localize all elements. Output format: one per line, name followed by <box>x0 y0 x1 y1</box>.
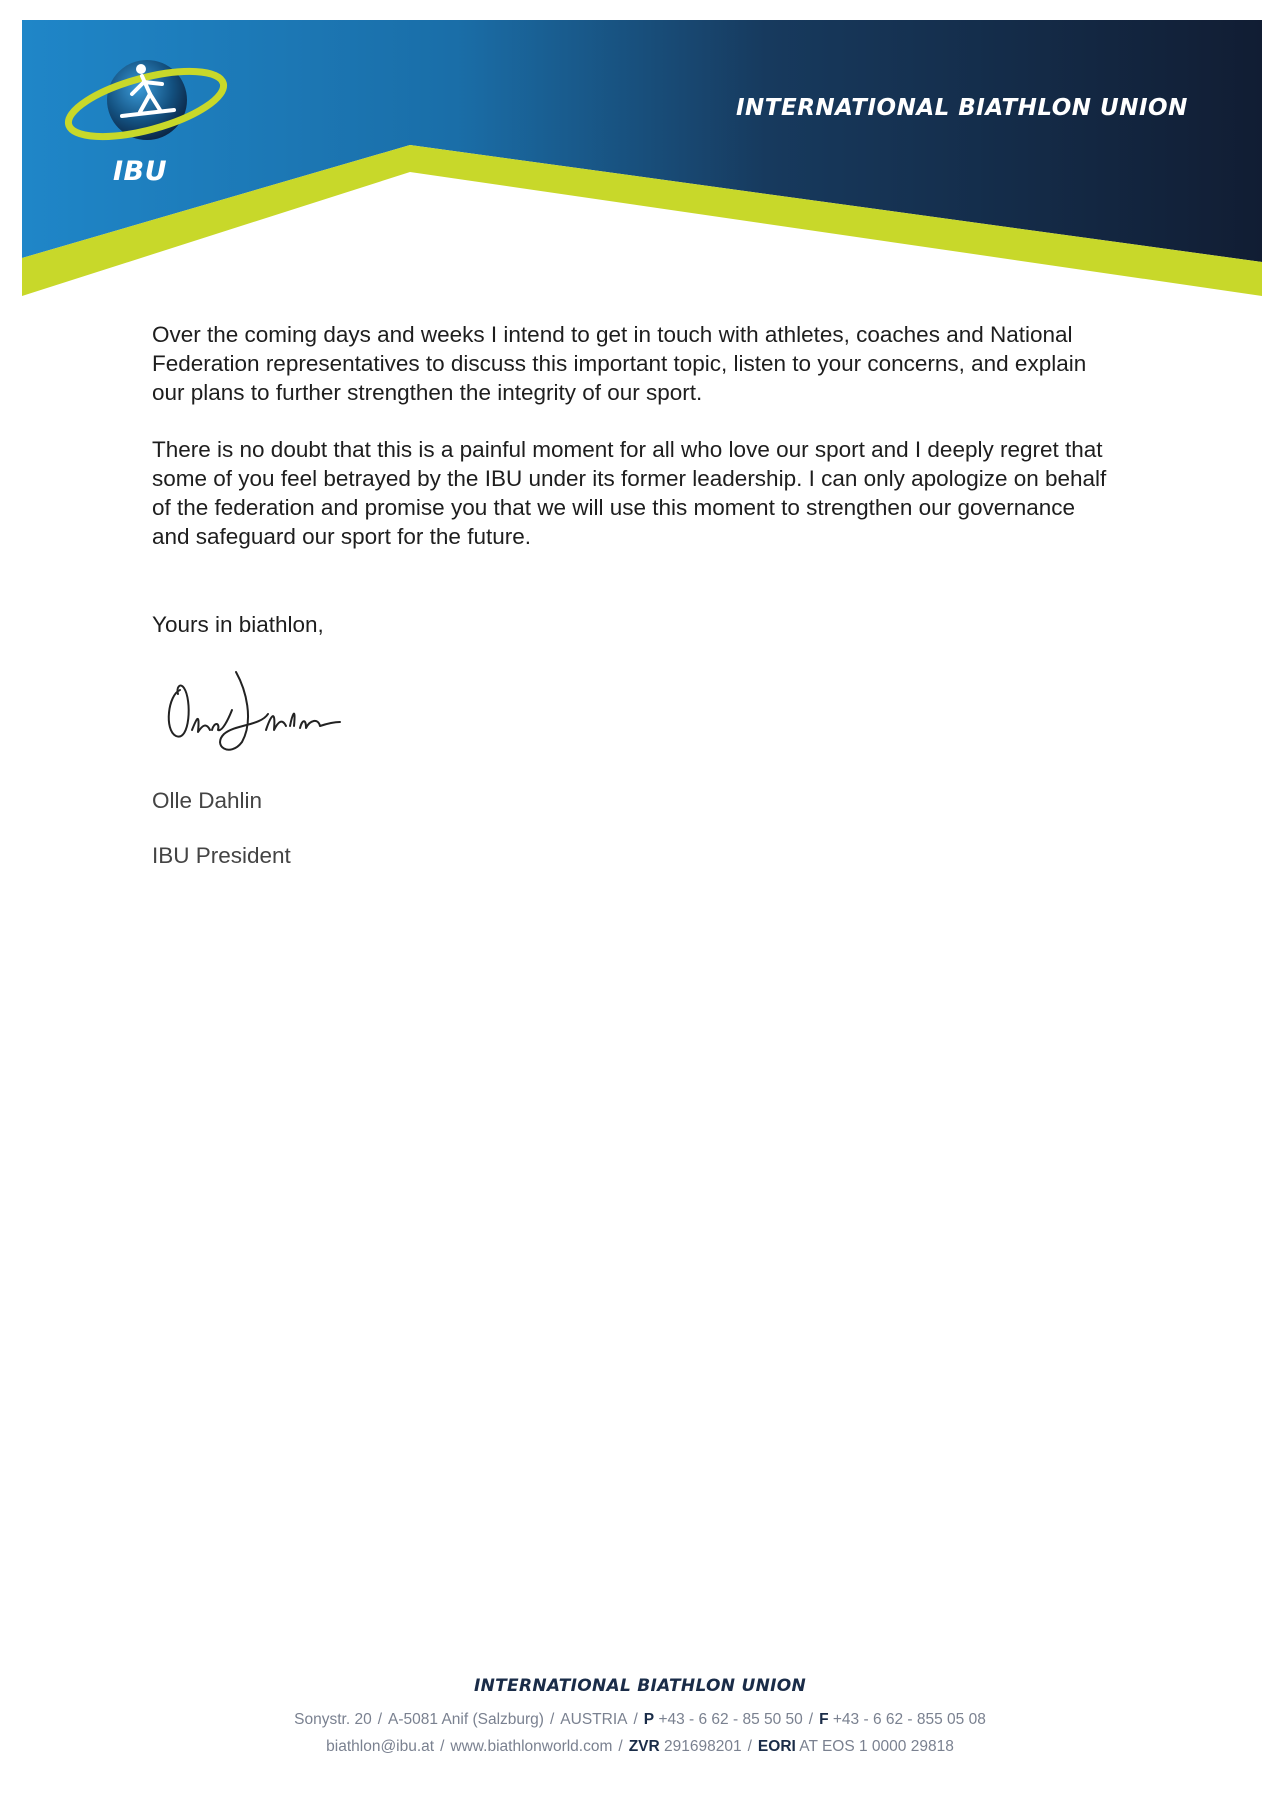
signature-image <box>150 660 360 760</box>
footer-zvr-label: ZVR <box>628 1738 660 1755</box>
signer-title: IBU President <box>152 843 291 868</box>
footer-fax: +43 - 6 62 - 855 05 08 <box>832 1711 986 1728</box>
footer-city: A-5081 Anif (Salzburg) <box>388 1711 544 1728</box>
closing-line: Yours in biathlon, <box>152 612 324 637</box>
footer-phone-label: P <box>643 1711 655 1728</box>
letter-body <box>152 320 1112 579</box>
signer-name: Olle Dahlin <box>152 788 263 813</box>
footer-country: AUSTRIA <box>560 1711 628 1728</box>
footer-email[interactable]: biathlon@ibu.at <box>326 1738 435 1755</box>
footer-zvr: 291698201 <box>664 1738 742 1755</box>
footer-website[interactable]: www.biathlonworld.com <box>450 1738 613 1755</box>
footer-phone: +43 - 6 62 - 85 50 50 <box>658 1711 803 1728</box>
footer <box>0 1676 1280 1760</box>
paragraph: There is no doubt that this is a painful moment for all who love our sport and I deeply regret that some of you feel betrayed by the IBU under its former leadership. I can only apologize on behalf of the federation and promise you that we will use this moment to strengthen our governance and safeguard our sport for the future. <box>152 437 1107 549</box>
footer-contact-line: biathlon@ibu.at / www.biathlonworld.com / ZVR 291698201 / EORI AT EOS 1 0000 29818 <box>326 1738 954 1755</box>
logo-text: IBU <box>113 156 168 187</box>
footer-title: INTERNATIONAL BIATHLON UNION <box>473 1676 806 1696</box>
footer-eori: AT EOS 1 0000 29818 <box>799 1738 954 1755</box>
footer-eori-label: EORI <box>757 1738 796 1755</box>
footer-address-line: Sonystr. 20 / A-5081 Anif (Salzburg) / AUSTRIA / P +43 - 6 62 - 85 50 50 / F +43 - 6 62 - 855 05 08 <box>294 1711 986 1728</box>
ibu-logo-icon <box>62 54 232 154</box>
letterhead-banner <box>0 0 1280 320</box>
org-title: INTERNATIONAL BIATHLON UNION <box>736 95 1188 121</box>
paragraph: Over the coming days and weeks I intend to get in touch with athletes, coaches and National Federation representatives to discuss this important topic, listen to your concerns, and explain our plans to further strengthen the integrity of our sport. <box>152 322 1087 405</box>
footer-street: Sonystr. 20 <box>294 1711 372 1728</box>
footer-fax-label: F <box>819 1711 829 1728</box>
banner-graphic <box>0 0 1280 320</box>
